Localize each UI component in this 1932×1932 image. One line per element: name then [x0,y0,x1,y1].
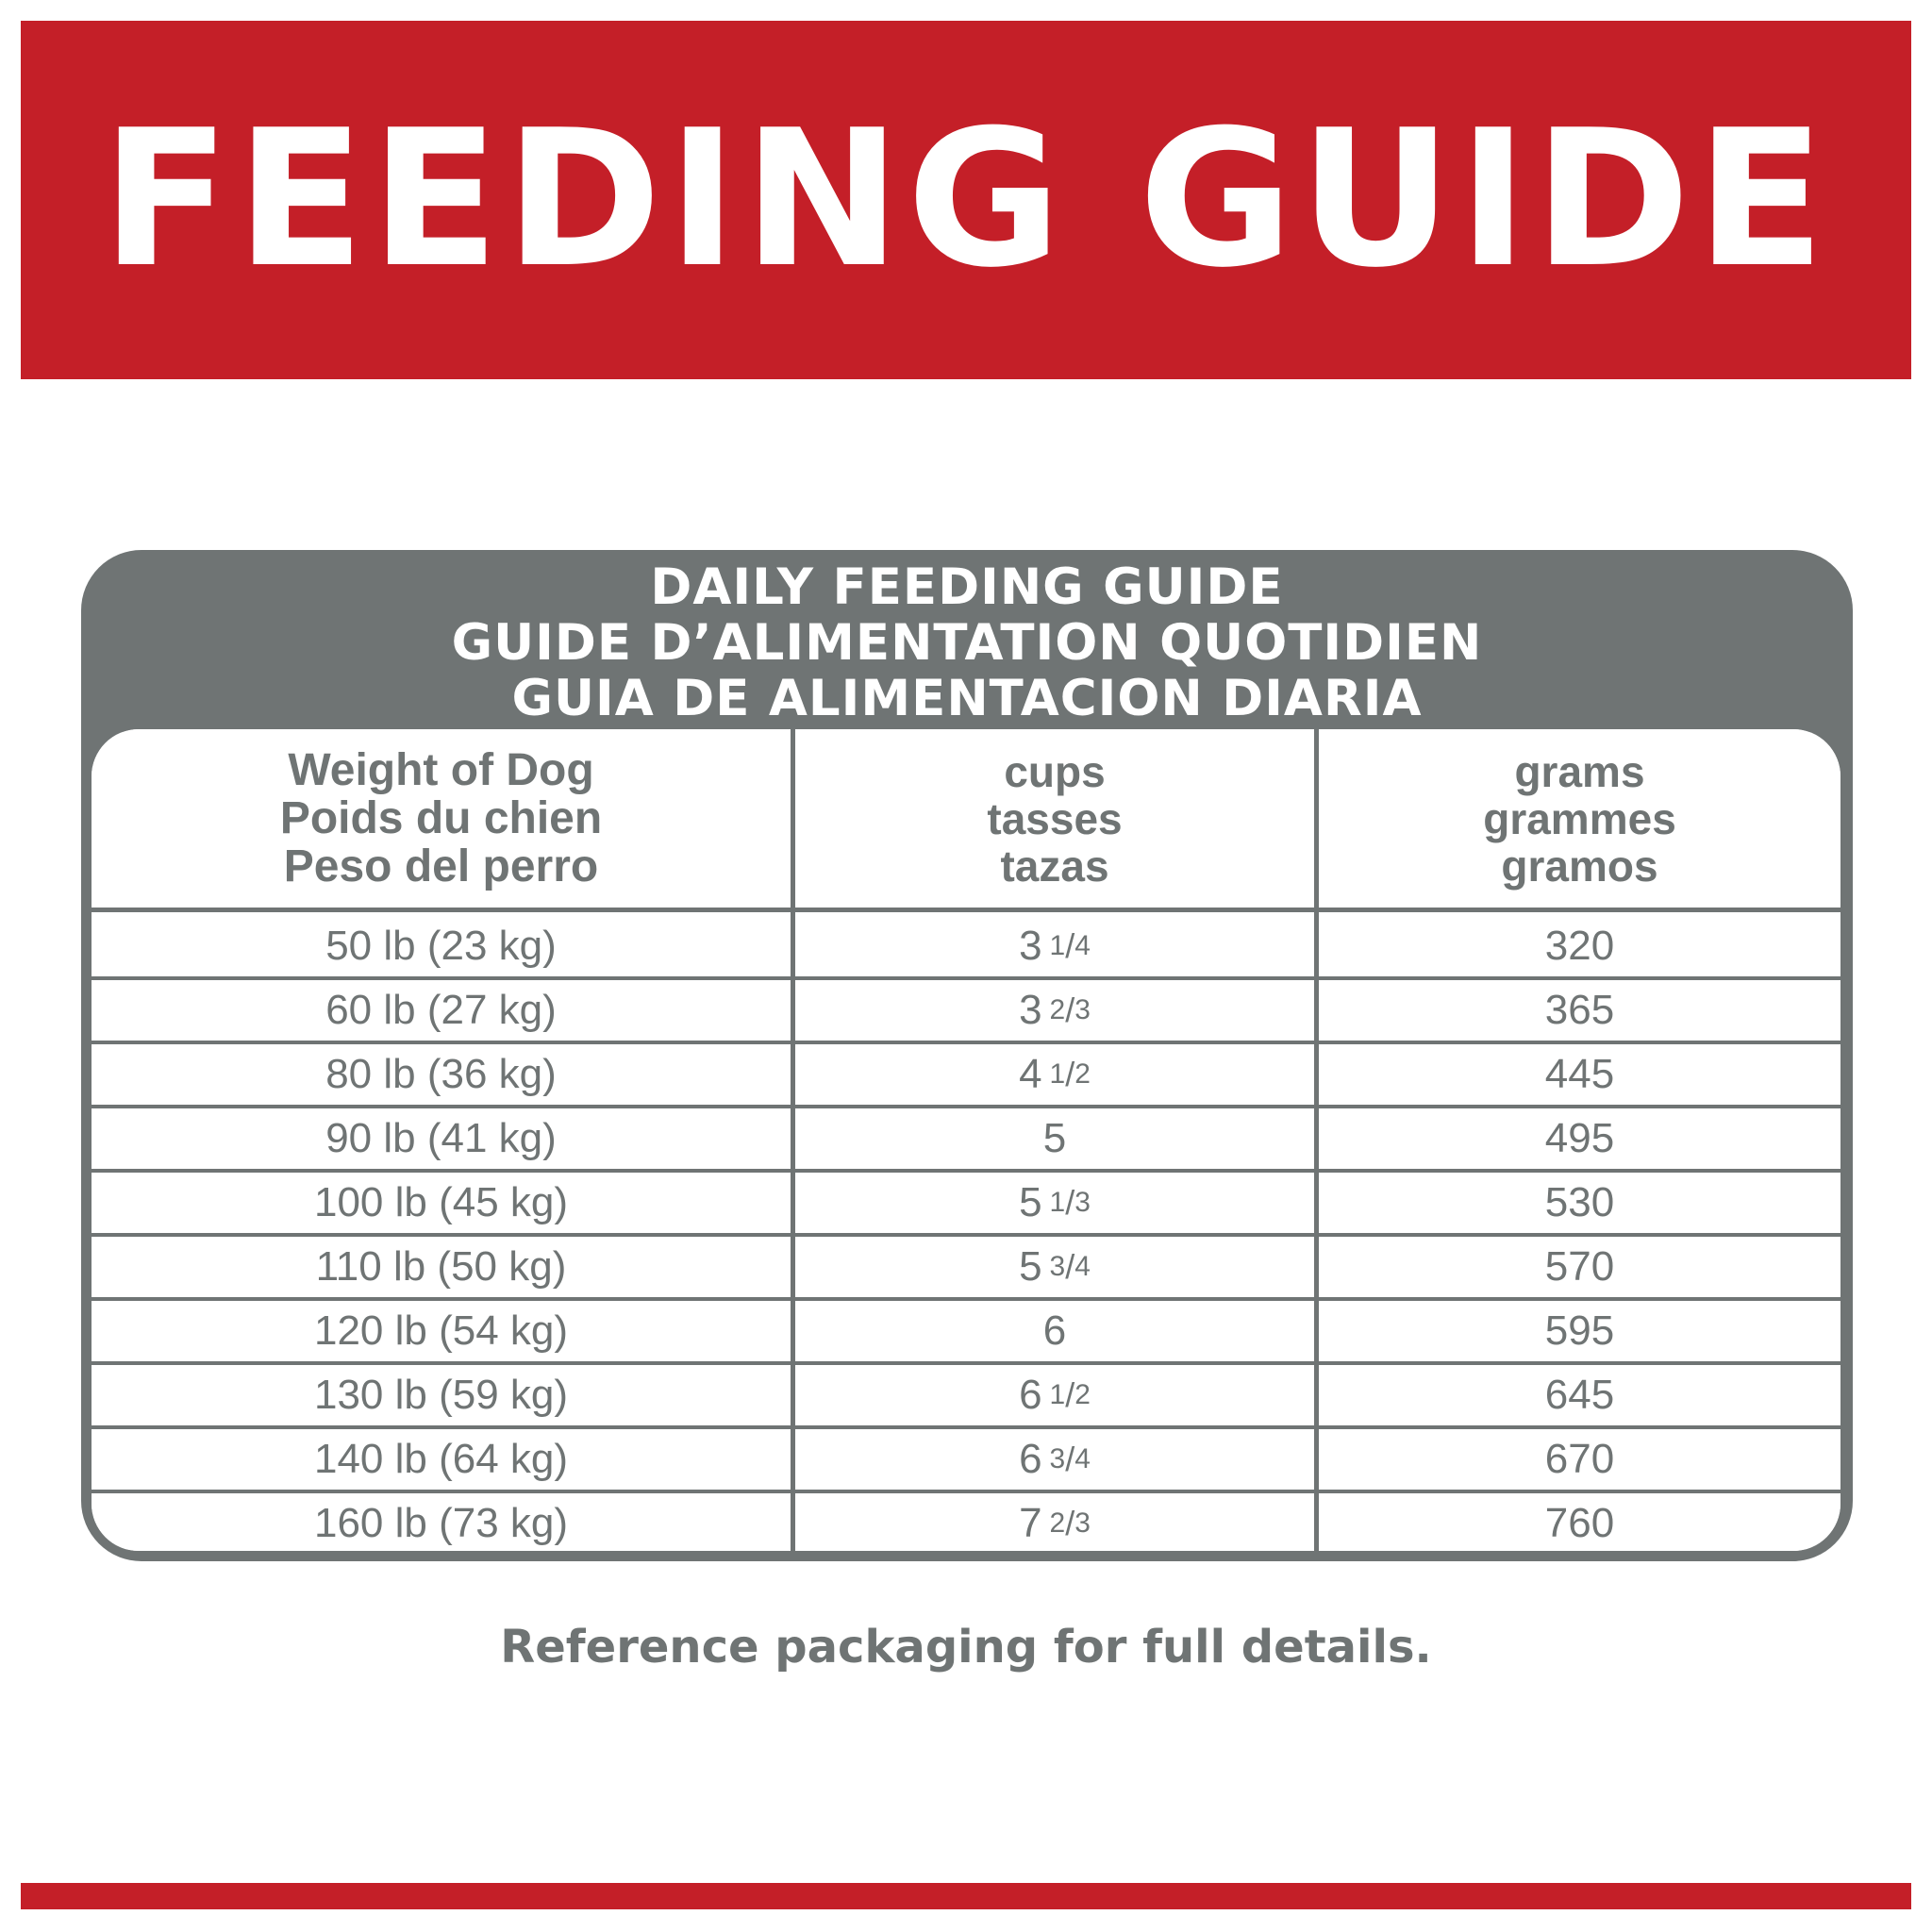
heading-line-french: GUIDE D’ALIMENTATION QUOTIDIEN [451,614,1483,672]
cell-grams: 570 [1544,1243,1615,1290]
header-cups-fr: tasses [987,793,1123,843]
row-divider [92,1490,1840,1493]
title-banner [21,21,1911,379]
cups-fraction-denominator: 3 [1074,1507,1091,1539]
cups-fraction-slash: / [1065,1055,1075,1093]
cups-fraction-denominator: 3 [1074,994,1091,1025]
cups-whole: 5 [1019,1179,1042,1225]
cell-grams: 645 [1544,1372,1615,1418]
cups-whole: 5 [1019,1243,1042,1290]
header-cups-en: cups [1004,746,1106,796]
cell-weight: 60 lb (27 kg) [325,987,557,1033]
cell-grams: 670 [1544,1436,1615,1482]
cell-grams: 595 [1544,1307,1615,1354]
cups-fraction-slash: / [1065,991,1075,1029]
cups-whole: 6 [1042,1307,1067,1354]
header-grams-en: grams [1514,746,1645,796]
cups-fraction-denominator: 4 [1074,1251,1091,1282]
cups-fraction-slash: / [1065,1247,1075,1286]
cell-grams: 530 [1544,1179,1615,1225]
cell-cups [795,1429,1314,1490]
cups-fraction-slash: / [1065,926,1075,965]
row-divider [92,1361,1840,1365]
feeding-table-container [92,729,1840,1551]
cups-whole: 6 [1019,1436,1042,1482]
cups-whole: 3 [1019,923,1042,969]
header-cups-es: tazas [1000,841,1109,891]
cell-weight: 140 lb (64 kg) [313,1436,569,1482]
cups-fraction-slash: / [1065,1504,1075,1542]
cell-weight: 160 lb (73 kg) [313,1500,569,1546]
cell-weight: 90 lb (41 kg) [325,1115,557,1161]
cell-grams: 365 [1544,987,1615,1033]
cell-weight: 50 lb (23 kg) [325,923,557,969]
cell-grams: 495 [1544,1115,1615,1161]
cups-fraction-numerator: 1 [1049,1379,1066,1410]
cups-fraction-slash: / [1065,1183,1075,1222]
cell-cups [795,1108,1314,1169]
cell-cups [795,1173,1314,1233]
header-grams-fr: grammes [1483,793,1676,843]
cell-weight: 100 lb (45 kg) [313,1179,569,1225]
cell-grams: 320 [1544,923,1615,969]
cups-whole: 5 [1042,1115,1067,1161]
header-cups [795,729,1314,912]
cell-weight: 130 lb (59 kg) [313,1372,569,1418]
header-grams [1319,729,1840,912]
cell-grams: 760 [1544,1500,1615,1546]
cups-fraction-numerator: 2 [1049,994,1066,1025]
cups-whole: 7 [1019,1500,1042,1546]
row-divider [92,1105,1840,1108]
row-divider [92,1041,1840,1044]
cups-fraction-denominator: 4 [1074,1443,1091,1474]
cell-weight: 120 lb (54 kg) [313,1307,569,1354]
footer-note: Reference packaging for full details. [500,1621,1432,1674]
header-weight-en: Weight of Dog [288,745,594,795]
page-title: FEEDING GUIDE [101,90,1831,309]
panel-heading [81,559,1853,726]
header-weight [92,729,791,912]
cell-cups [795,916,1314,976]
cups-fraction-slash: / [1065,1375,1075,1414]
row-divider [92,1425,1840,1429]
header-weight-fr: Poids du chien [279,793,603,843]
row-divider [92,976,1840,980]
cups-fraction-numerator: 1 [1049,930,1066,961]
cell-cups [795,1365,1314,1425]
cell-cups [795,1044,1314,1105]
header-grams-es: gramos [1501,841,1658,891]
row-divider [92,1297,1840,1301]
cups-whole: 6 [1019,1372,1042,1418]
cups-fraction-slash: / [1065,1440,1075,1478]
cups-fraction-numerator: 1 [1049,1058,1066,1090]
cups-fraction-numerator: 3 [1049,1443,1066,1474]
row-divider [92,1233,1840,1237]
cell-weight: 110 lb (50 kg) [315,1243,567,1290]
heading-line-english: DAILY FEEDING GUIDE [650,558,1284,616]
cups-fraction-numerator: 1 [1049,1187,1066,1218]
cell-cups [795,980,1314,1041]
cups-fraction-denominator: 2 [1074,1058,1091,1090]
bottom-accent-bar [21,1883,1911,1909]
cups-fraction-numerator: 2 [1049,1507,1066,1539]
header-weight-es: Peso del perro [283,841,599,891]
cell-weight: 80 lb (36 kg) [325,1051,557,1097]
cell-cups [795,1493,1314,1551]
cups-whole: 4 [1019,1051,1042,1097]
cups-fraction-denominator: 3 [1074,1187,1091,1218]
cell-grams: 445 [1544,1051,1615,1097]
cell-cups [795,1237,1314,1297]
row-divider [92,1169,1840,1173]
cell-cups [795,1301,1314,1361]
heading-line-spanish: GUIA DE ALIMENTACION DIARIA [511,670,1423,727]
cups-fraction-denominator: 2 [1074,1379,1091,1410]
cups-whole: 3 [1019,987,1042,1033]
cups-fraction-numerator: 3 [1049,1251,1066,1282]
cups-fraction-denominator: 4 [1074,930,1091,961]
